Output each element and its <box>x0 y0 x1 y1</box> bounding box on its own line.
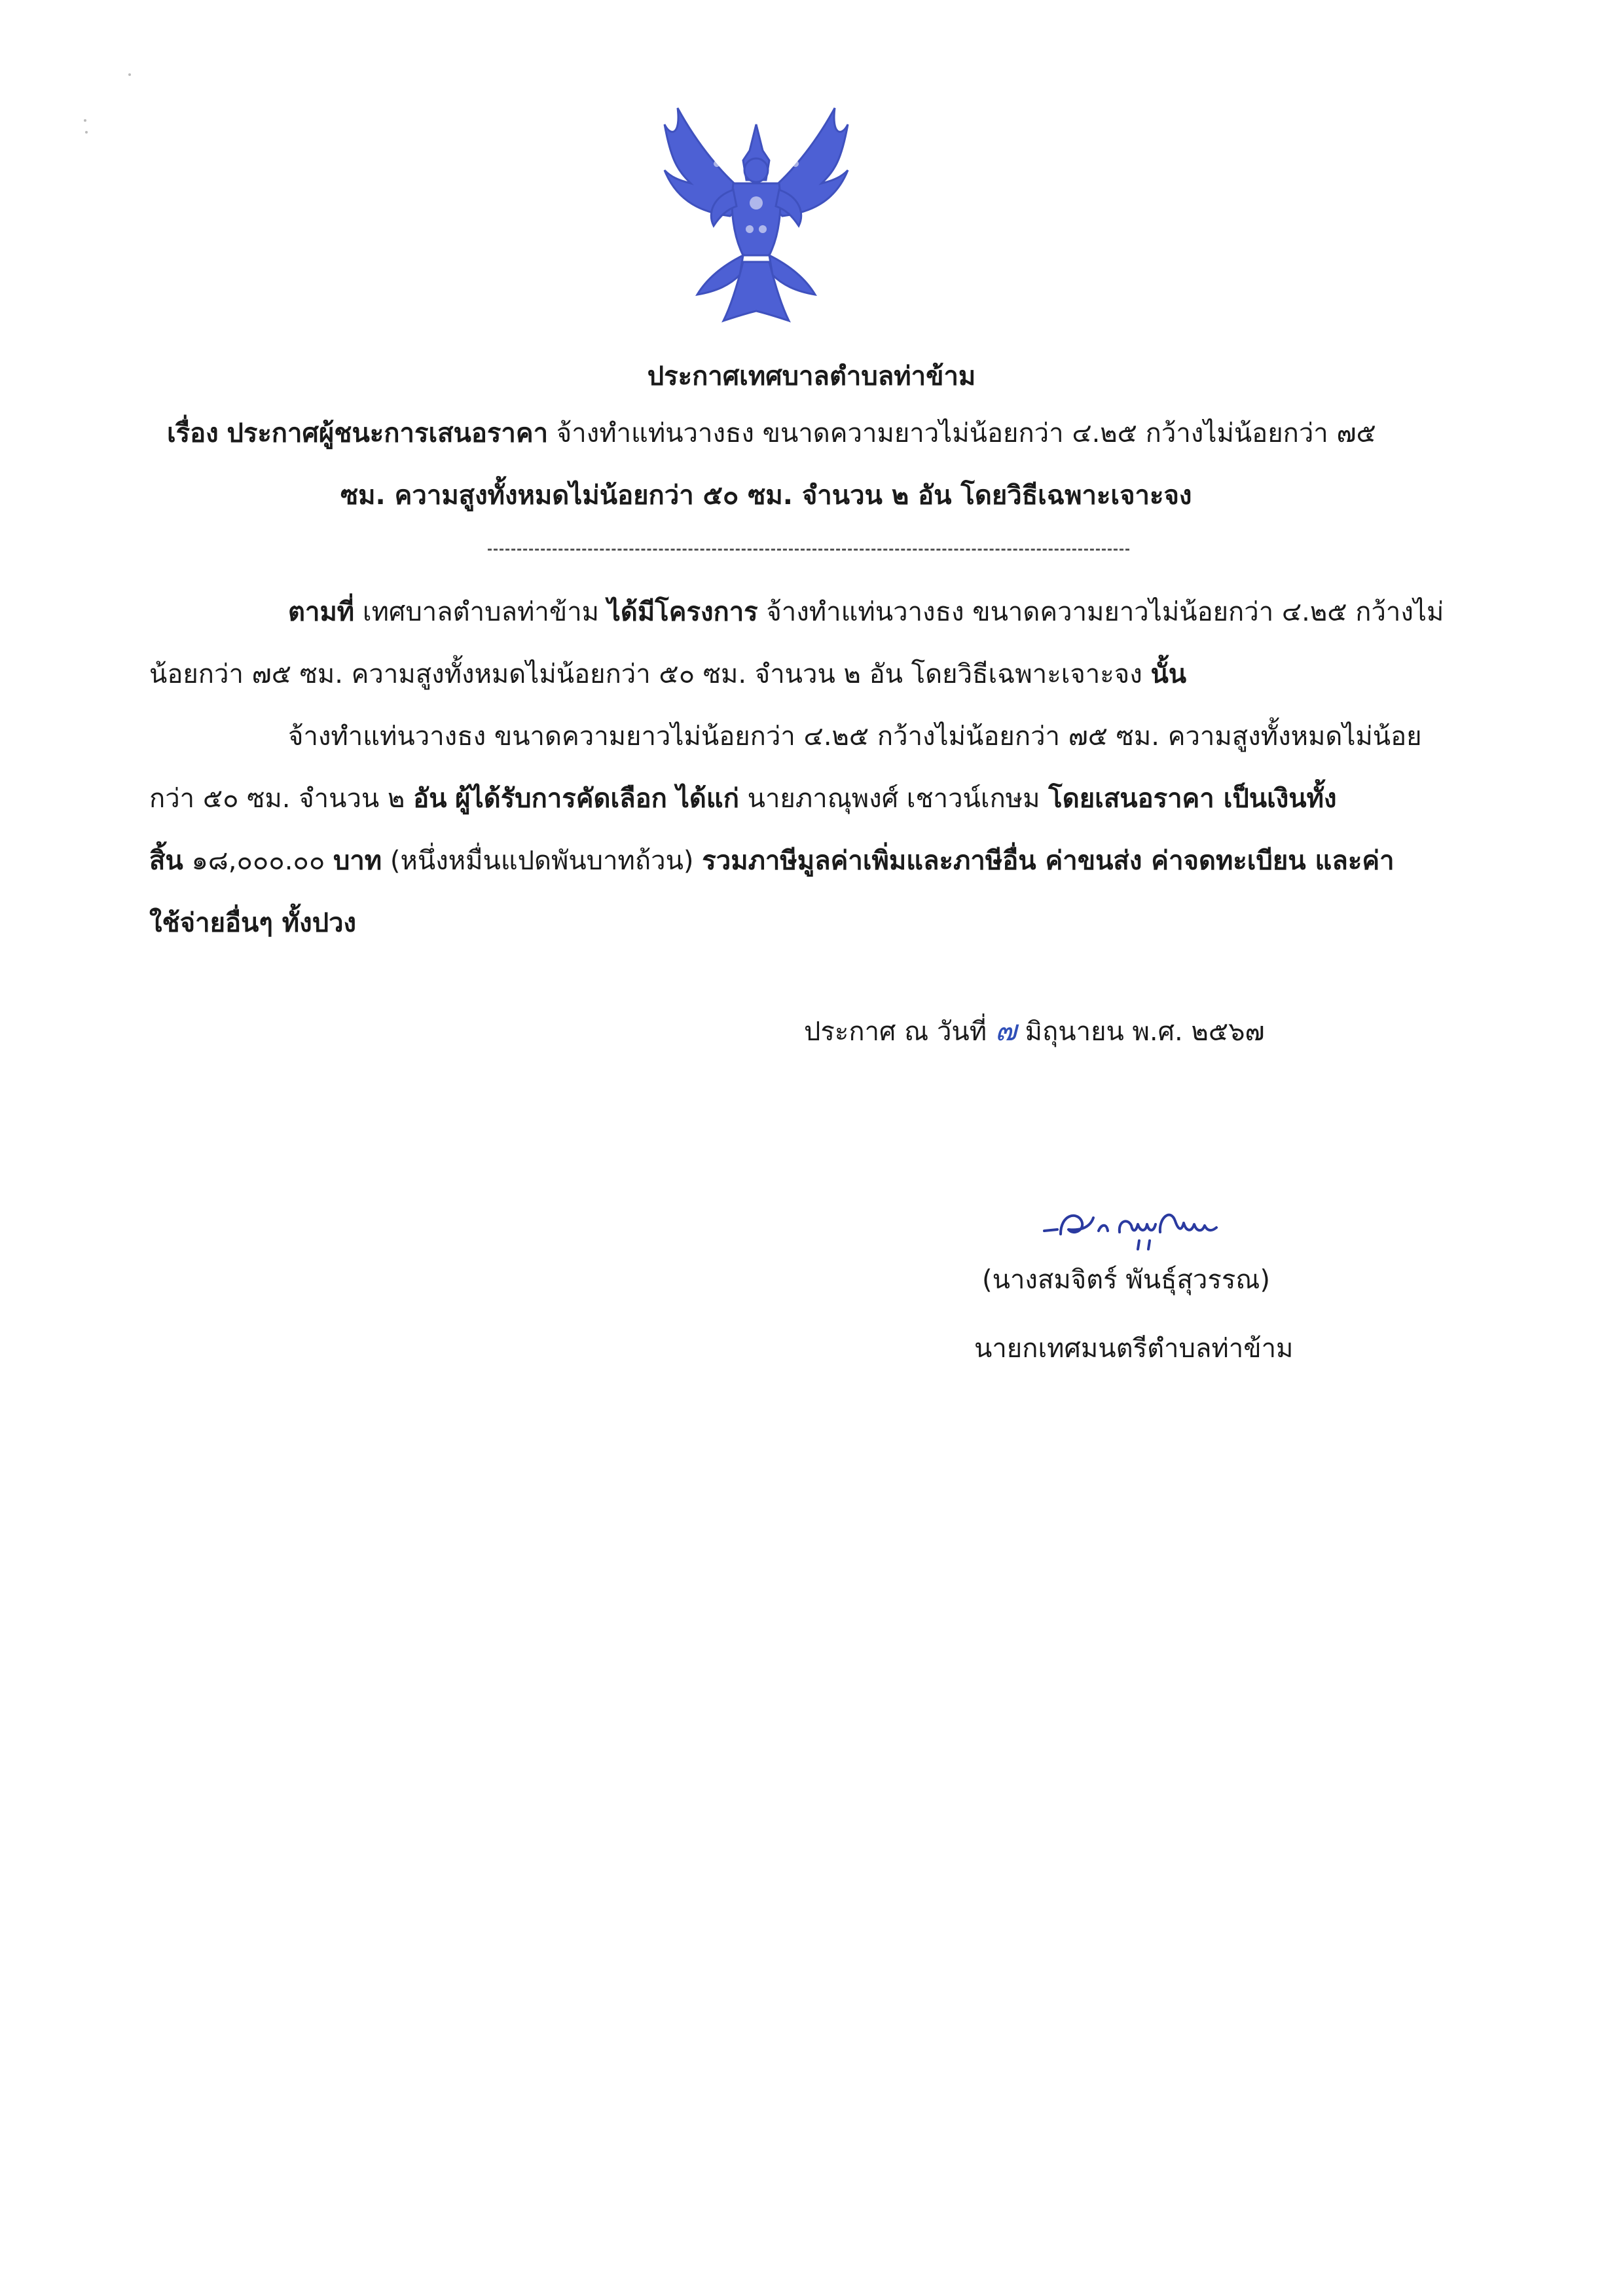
text-bold: โดยเสนอราคา เป็นเงินทั้ง <box>1048 784 1337 814</box>
paragraph-1-line-1 <box>288 592 1444 632</box>
paragraph-2-line-3 <box>149 841 1395 881</box>
paragraph-2-line-1: จ้างทำแท่นวางธง ขนาดความยาวไม่น้อยกว่า ๔.๒๕ กว้างไม่น้อยกว่า ๗๕ ซม. ความสูงทั้งหมดไม่น้อย <box>288 721 1422 752</box>
paragraph-1-line-2 <box>149 655 1186 694</box>
text-normal: กว่า ๕๐ ซม. จำนวน ๒ <box>149 784 405 814</box>
paragraph-2-line-4: ใช้จ่ายอื่นๆ ทั้งปวง <box>149 908 357 938</box>
signatory-name: (นางสมจิตร์ พันธุ์สุวรรณ) <box>982 1265 1271 1295</box>
scan-speck <box>85 131 88 134</box>
text-bold: รวมภาษีมูลค่าเพิ่มและภาษีอื่น ค่าขนส่ง ค่าจดทะเบียน และค่า <box>702 846 1395 876</box>
text-bold: นั้น <box>1150 659 1187 689</box>
text-bold: สิ้น <box>149 846 183 876</box>
subject-line-2: ซม. ความสูงทั้งหมดไม่น้อยกว่า ๕๐ ซม. จำนวน ๒ อัน โดยวิธีเฉพาะเจาะจง <box>340 481 1192 511</box>
text-normal: เทศบาลตำบลท่าข้าม <box>362 597 600 627</box>
paragraph-2-line-2 <box>149 779 1337 818</box>
text-bold: บาท <box>333 846 382 876</box>
announcement-title: ประกาศเทศบาลตำบลท่าข้าม <box>647 361 976 392</box>
subject-text: จ้างทำแท่นวางธง ขนาดความยาวไม่น้อยกว่า ๔.๒๕ กว้างไม่น้อยกว่า ๗๕ <box>556 418 1376 448</box>
subject-label: เรื่อง <box>167 418 219 448</box>
amount-value: ๑๘,๐๐๐.๐๐ <box>191 846 325 876</box>
text-normal: จ้างทำแท่นวางธง ขนาดความยาวไม่น้อยกว่า ๔.๒๕ กว้างไม่ <box>766 597 1444 627</box>
garuda-emblem <box>651 98 861 327</box>
text-normal: นายภาณุพงศ์ เชาวน์เกษม <box>747 784 1040 814</box>
amount-in-words: (หนึ่งหมื่นแปดพันบาทถ้วน) <box>390 846 694 876</box>
dashed-divider <box>488 549 1129 551</box>
date-prefix: ประกาศ ณ วันที่ <box>804 1017 987 1047</box>
date-rest: มิถุนายน พ.ศ. ๒๕๖๗ <box>1025 1017 1265 1047</box>
subject-line-1 <box>167 414 1376 453</box>
text-bold: ได้มีโครงการ <box>607 597 758 627</box>
handwritten-signature <box>1041 1192 1264 1264</box>
announcement-date <box>804 1011 1265 1051</box>
text-normal: น้อยกว่า ๗๕ ซม. ความสูงทั้งหมดไม่น้อยกว่า ๕๐ ซม. จำนวน ๒ อัน โดยวิธีเฉพาะเจาะจง <box>149 659 1142 689</box>
scan-speck <box>128 73 131 76</box>
text-bold: ผู้ได้รับการคัดเลือก ได้แก่ <box>455 784 739 814</box>
date-day-handwritten: ๗ <box>994 1014 1017 1048</box>
subject-heading: ประกาศผู้ชนะการเสนอราคา <box>227 418 549 448</box>
text-bold: ตามที่ <box>288 597 355 627</box>
text-bold: อัน <box>413 784 447 814</box>
signatory-position: นายกเทศมนตรีตำบลท่าข้าม <box>974 1334 1294 1364</box>
scan-speck <box>84 119 86 122</box>
